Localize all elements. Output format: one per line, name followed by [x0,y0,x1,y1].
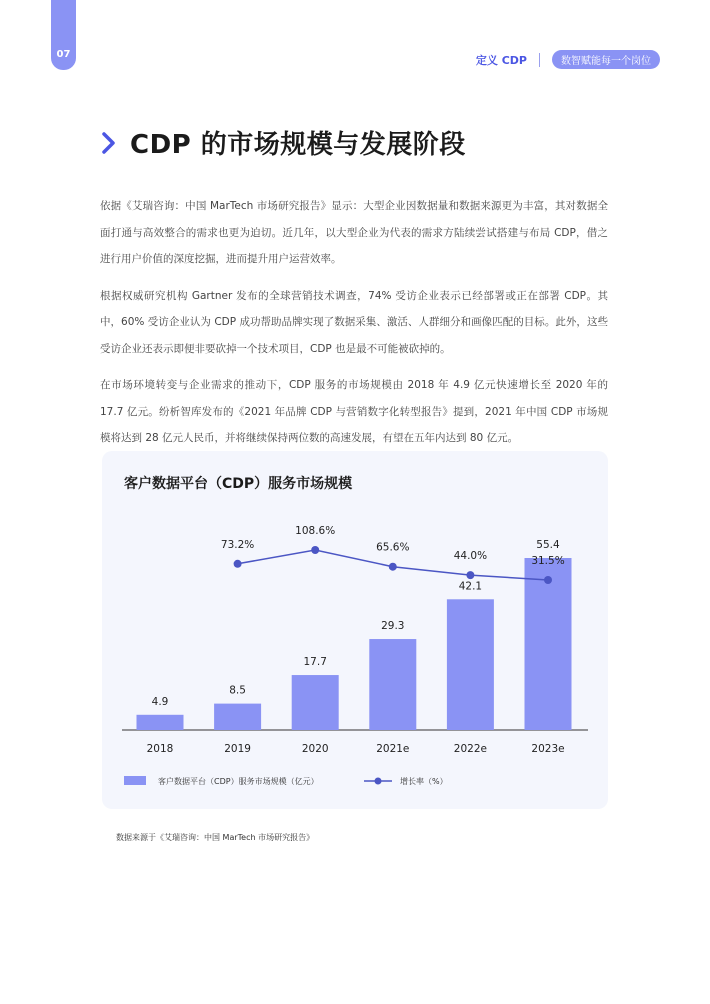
growth-rate-point [311,546,319,554]
growth-rate-label: 73.2% [220,538,255,551]
body-text [100,193,608,462]
legend-line-label: 增长率（%） [400,777,448,786]
bar-value-label: 29.3 [381,620,405,633]
paragraph: 根据权威研究机构 Gartner 发布的全球营销技术调查，74% 受访企业表示已经部署或正在部署 CDP。其中，60% 受访企业认为 CDP 成功帮助品牌实现了数据采集、激活、人群细分和画像匹配的目标。此外，这些受访企业还表示即便非要砍掉一个技术项目，CDP 也是最不可能被砍掉的。 [100,289,608,355]
growth-rate-point [234,560,242,568]
chart-title: 客户数据平台（CDP）服务市场规模 [124,476,353,492]
page-title: CDP 的市场规模与发展阶段 [130,130,466,160]
bar-value-label: 4.9 [151,695,169,708]
legend-bar-swatch [124,776,146,785]
bar-value-label: 17.7 [303,656,327,669]
growth-rate-point [389,563,397,571]
market-size-chart [102,451,608,809]
growth-rate-point [466,571,474,579]
source-note: 数据来源于《艾瑞咨询：中国 MarTech 市场研究报告》 [116,833,315,842]
growth-rate-point [544,576,552,584]
bar-value-label: 8.5 [229,684,246,697]
growth-rate-label: 65.6% [376,541,410,554]
growth-rate-label: 108.6% [295,525,336,537]
growth-rate-label: 31.5% [531,555,565,567]
paragraph: 依据《艾瑞咨询：中国 MarTech 市场研究报告》显示：大型企业因数据量和数据来源更为丰富，其对数据全面打通与高效整合的需求也更为迫切。近几年，以大型企业为代表的需求方陆续尝试搭建与布局 CDP，借之进行用户价值的深度挖掘，进而提升用户运营效率。 [100,200,608,265]
x-tick-label: 2018 [146,743,174,755]
bar [137,715,184,730]
bar [447,599,494,730]
header-divider [539,53,540,67]
header-section-label: 定义 CDP [475,53,527,67]
bar-value-label: 42.1 [458,580,483,593]
chart-card [102,451,608,809]
bar [292,675,339,730]
page-number-tab [51,0,76,70]
legend-line-marker [375,778,382,785]
x-tick-label: 2020 [301,743,329,755]
x-tick-label: 2023e [531,743,565,755]
running-header [476,50,660,69]
paragraph: 在市场环境转变与企业需求的推动下，CDP 服务的市场规模由 2018 年 4.9 亿元快速增长至 2020 年的 17.7 亿元。纷析智库发布的《2021 年品牌 CDP 与营销数字化转型报告》提到，2021 年中国 CDP 市场规模将达到 28 亿元人民币，并将继续保持两位数的高速发展，有望在五年内达到 80 亿元。 [100,379,608,444]
chevron-right-icon [100,130,118,156]
header-tagline-pill: 数智赋能每一个岗位 [552,50,660,69]
x-tick-label: 2022e [453,743,487,755]
bar [214,704,261,730]
page-title-row [100,124,466,161]
page-number: 07 [56,49,71,60]
bar-value-label: 55.4 [536,539,560,551]
legend-bar-label: 客户数据平台（CDP）服务市场规模（亿元） [158,777,319,786]
growth-rate-label: 44.0% [453,550,488,563]
x-tick-label: 2019 [224,743,251,755]
bar [369,639,416,730]
x-tick-label: 2021e [376,743,410,755]
